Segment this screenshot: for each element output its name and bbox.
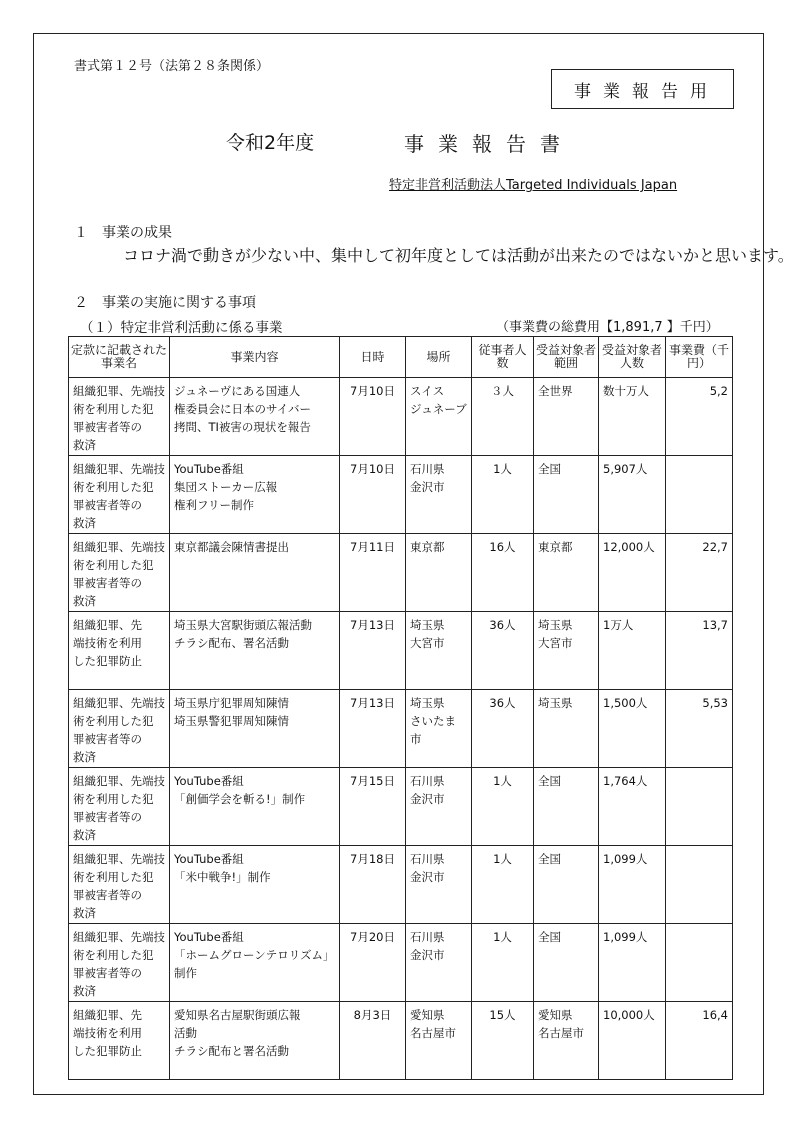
cell-staff: 16人	[472, 534, 534, 612]
cell-project-name-line: 組織犯罪、先端技	[73, 384, 165, 398]
cell-beneficiary-scope	[534, 456, 599, 534]
cell-project-name-line: 組織犯罪、先端技	[73, 852, 165, 866]
cell-content-line: 権委員会に日本のサイバー	[174, 402, 311, 416]
cell-date: 7月10日	[340, 378, 406, 456]
cell-content	[170, 846, 340, 924]
cell-cost: 5,2	[666, 378, 733, 456]
cell-place-line: 石川県	[410, 852, 445, 866]
cell-content	[170, 456, 340, 534]
cell-beneficiary-count: 1,099人	[599, 924, 666, 1002]
section1-body: コロナ渦で動きが少ない中、集中して初年度としては活動が出来たのではないかと思います。	[123, 246, 794, 265]
cell-place	[406, 378, 472, 456]
cell-project-name	[69, 612, 170, 690]
cell-project-name-line: 術を利用した犯	[73, 480, 154, 494]
cell-project-name-line: 組織犯罪、先	[73, 1008, 142, 1022]
table-row	[69, 846, 733, 924]
cell-project-name	[69, 846, 170, 924]
report-fiscal-year: 令和2年度	[226, 132, 315, 154]
cell-content	[170, 534, 340, 612]
cell-beneficiary-count: 5,907人	[599, 456, 666, 534]
cell-content-line: チラシ配布、署名活動	[174, 636, 289, 650]
table-row	[69, 378, 733, 456]
cell-place-line: 東京都	[410, 540, 445, 554]
cell-beneficiary-count: 1,764人	[599, 768, 666, 846]
cell-project-name-line: 罪被害者等の	[73, 810, 142, 824]
cell-place-line: 石川県	[410, 774, 445, 788]
cell-content-line: 「米中戦争!」制作	[174, 870, 271, 884]
cell-project-name-line: 術を利用した犯	[73, 558, 154, 572]
cell-beneficiary-scope-line: 全国	[538, 930, 561, 944]
section2-subheading: （１）特定非営利活動に係る事業	[80, 320, 283, 336]
cell-project-name-line: 術を利用した犯	[73, 948, 154, 962]
header-date: 日時	[340, 337, 406, 378]
cell-place-line: 名古屋市	[410, 1026, 456, 1040]
cell-project-name-line: 救済	[73, 750, 96, 764]
cell-project-name-line: 術を利用した犯	[73, 402, 154, 416]
cell-beneficiary-scope	[534, 768, 599, 846]
cell-content	[170, 612, 340, 690]
cell-cost: 13,7	[666, 612, 733, 690]
cell-content-line: ジュネーヴにある国連人	[174, 384, 301, 398]
cell-date: 8月3日	[340, 1002, 406, 1080]
report-title: 事業報告書	[404, 132, 574, 156]
cell-beneficiary-scope-line: 全世界	[538, 384, 573, 398]
cell-beneficiary-scope	[534, 612, 599, 690]
table-row	[69, 690, 733, 768]
activity-table	[68, 336, 733, 1080]
table-row	[69, 612, 733, 690]
cell-content-line: 制作	[174, 966, 197, 980]
cell-date: 7月11日	[340, 534, 406, 612]
cell-project-name-line: 組織犯罪、先端技	[73, 774, 165, 788]
cell-place-line: 金沢市	[410, 792, 445, 806]
cell-staff: 1人	[472, 768, 534, 846]
cell-place-line: 金沢市	[410, 480, 445, 494]
cell-content-line: 埼玉県警犯罪周知陳情	[174, 714, 289, 728]
header-cost: 事業費（千円）	[666, 337, 733, 378]
cell-staff: ３人	[472, 378, 534, 456]
cell-project-name-line: 罪被害者等の	[73, 732, 142, 746]
table-row	[69, 456, 733, 534]
table-row	[69, 924, 733, 1002]
header-project-name: 定款に記載された事業名	[69, 337, 170, 378]
cell-beneficiary-scope-line: 全国	[538, 852, 561, 866]
cell-content-line: 「創価学会を斬る!」制作	[174, 792, 306, 806]
cell-content-line: 「ホームグローンテロリズム」	[174, 948, 335, 962]
cell-project-name-line: 罪被害者等の	[73, 498, 142, 512]
cell-content	[170, 690, 340, 768]
cell-project-name-line: 罪被害者等の	[73, 420, 142, 434]
section2-heading: ２ 事業の実施に関する事項	[74, 295, 256, 311]
cell-place-line: 埼玉県	[410, 618, 445, 632]
cell-place-line: 金沢市	[410, 948, 445, 962]
header-place: 場所	[406, 337, 472, 378]
cell-content	[170, 378, 340, 456]
cell-date: 7月10日	[340, 456, 406, 534]
cell-project-name-line: 救済	[73, 906, 96, 920]
cell-beneficiary-scope	[534, 846, 599, 924]
cell-content-line: YouTube番組	[174, 852, 244, 866]
table-row	[69, 1002, 733, 1080]
cell-project-name-line: 術を利用した犯	[73, 870, 154, 884]
cell-place-line: ジュネーブ	[410, 402, 467, 416]
cell-date: 7月20日	[340, 924, 406, 1002]
cell-beneficiary-scope	[534, 1002, 599, 1080]
cell-content-line: 活動	[174, 1026, 197, 1040]
cell-place-line: 大宮市	[410, 636, 445, 650]
cell-project-name-line: 救済	[73, 516, 96, 530]
cell-staff: 15人	[472, 1002, 534, 1080]
cell-place	[406, 846, 472, 924]
cell-project-name-line: 救済	[73, 828, 96, 842]
report-stamp: 事業報告用	[551, 69, 734, 109]
cell-content	[170, 768, 340, 846]
cell-cost: 22,7	[666, 534, 733, 612]
cell-staff: 36人	[472, 690, 534, 768]
cell-beneficiary-scope-line: 埼玉県	[538, 696, 573, 710]
total-cost: （事業費の総費用【1,891,7 】千円）	[496, 320, 719, 335]
header-staff: 従事者人数	[472, 337, 534, 378]
cell-project-name-line: 端技術を利用	[73, 1026, 142, 1040]
cell-project-name-line: 救済	[73, 984, 96, 998]
cell-project-name-line: 組織犯罪、先	[73, 618, 142, 632]
cell-beneficiary-scope-line: 全国	[538, 774, 561, 788]
cell-beneficiary-scope	[534, 690, 599, 768]
cell-project-name-line: 救済	[73, 438, 96, 452]
cell-beneficiary-scope	[534, 378, 599, 456]
cell-project-name-line: した犯罪防止	[73, 1044, 142, 1058]
cell-project-name-line: 罪被害者等の	[73, 966, 142, 980]
cell-content-line: 埼玉県庁犯罪周知陳情	[174, 696, 289, 710]
cell-place	[406, 456, 472, 534]
form-number: 書式第１２号（法第２８条関係）	[74, 59, 270, 74]
section1-heading: １ 事業の成果	[74, 225, 172, 241]
cell-project-name-line: 術を利用した犯	[73, 792, 154, 806]
cell-place-line: スイス	[410, 384, 445, 398]
cell-project-name	[69, 534, 170, 612]
cell-place-line: 石川県	[410, 462, 445, 476]
cell-content-line: 埼玉県大宮駅街頭広報活動	[174, 618, 312, 632]
cell-project-name	[69, 768, 170, 846]
cell-project-name-line: 組織犯罪、先端技	[73, 540, 165, 554]
cell-content-line: YouTube番組	[174, 930, 244, 944]
cell-beneficiary-scope-line: 愛知県	[538, 1008, 573, 1022]
table-row	[69, 534, 733, 612]
cell-date: 7月13日	[340, 690, 406, 768]
cell-cost	[666, 846, 733, 924]
cell-beneficiary-count: 1,500人	[599, 690, 666, 768]
cell-beneficiary-count: 12,000人	[599, 534, 666, 612]
cell-project-name-line: 術を利用した犯	[73, 714, 154, 728]
cell-staff: 36人	[472, 612, 534, 690]
cell-beneficiary-scope-line: 埼玉県	[538, 618, 573, 632]
cell-cost: 5,53	[666, 690, 733, 768]
cell-project-name-line: 救済	[73, 594, 96, 608]
cell-place-line: 愛知県	[410, 1008, 445, 1022]
cell-beneficiary-count: 1,099人	[599, 846, 666, 924]
table-row	[69, 768, 733, 846]
header-content: 事業内容	[170, 337, 340, 378]
cell-content-line: 愛知県名古屋駅街頭広報	[174, 1008, 301, 1022]
cell-project-name-line: 端技術を利用	[73, 636, 142, 650]
cell-content-line: YouTube番組	[174, 462, 244, 476]
cell-project-name-line: 組織犯罪、先端技	[73, 462, 165, 476]
cell-date: 7月13日	[340, 612, 406, 690]
cell-content	[170, 1002, 340, 1080]
cell-beneficiary-scope-line: 全国	[538, 462, 561, 476]
table-body	[69, 378, 733, 1080]
cell-beneficiary-count: 10,000人	[599, 1002, 666, 1080]
cell-content-line: 拷問、TI被害の現状を報告	[174, 420, 311, 434]
cell-beneficiary-scope-line: 東京都	[538, 540, 573, 554]
cell-date: 7月18日	[340, 846, 406, 924]
cell-beneficiary-count: 1万人	[599, 612, 666, 690]
cell-place	[406, 768, 472, 846]
cell-project-name-line: 組織犯罪、先端技	[73, 930, 165, 944]
cell-content-line: チラシ配布と署名活動	[174, 1044, 289, 1058]
cell-beneficiary-count: 数十万人	[599, 378, 666, 456]
cell-cost: 16,4	[666, 1002, 733, 1080]
cell-content-line: YouTube番組	[174, 774, 244, 788]
cell-place	[406, 690, 472, 768]
cell-content-line: 権利フリー制作	[174, 498, 255, 512]
cell-place	[406, 612, 472, 690]
cell-cost	[666, 768, 733, 846]
cell-cost	[666, 924, 733, 1002]
cell-content	[170, 924, 340, 1002]
cell-staff: 1人	[472, 924, 534, 1002]
table-header-row	[69, 337, 733, 378]
cell-beneficiary-scope	[534, 534, 599, 612]
cell-place	[406, 534, 472, 612]
cell-project-name-line: した犯罪防止	[73, 654, 142, 668]
cell-place	[406, 924, 472, 1002]
cell-beneficiary-scope	[534, 924, 599, 1002]
cell-staff: 1人	[472, 456, 534, 534]
cell-project-name-line: 組織犯罪、先端技	[73, 696, 165, 710]
cell-place-line: 石川県	[410, 930, 445, 944]
header-beneficiary-count: 受益対象者人数	[599, 337, 666, 378]
cell-project-name	[69, 456, 170, 534]
cell-place	[406, 1002, 472, 1080]
cell-beneficiary-scope-line: 名古屋市	[538, 1026, 584, 1040]
cell-content-line: 東京都議会陳情書提出	[174, 540, 289, 554]
cell-project-name	[69, 1002, 170, 1080]
header-beneficiary-scope: 受益対象者範囲	[534, 337, 599, 378]
cell-project-name	[69, 924, 170, 1002]
cell-project-name	[69, 690, 170, 768]
cell-staff: 1人	[472, 846, 534, 924]
cell-date: 7月15日	[340, 768, 406, 846]
cell-place-line: 埼玉県	[410, 696, 445, 710]
cell-project-name	[69, 378, 170, 456]
cell-project-name-line: 罪被害者等の	[73, 576, 142, 590]
organization-name: 特定非営利活動法人Targeted Individuals Japan	[389, 178, 678, 193]
cell-place-line: 金沢市	[410, 870, 445, 884]
cell-cost	[666, 456, 733, 534]
cell-place-line: さいたま市	[410, 714, 456, 746]
cell-project-name-line: 罪被害者等の	[73, 888, 142, 902]
cell-beneficiary-scope-line: 大宮市	[538, 636, 573, 650]
cell-content-line: 集団ストーカー広報	[174, 480, 278, 494]
